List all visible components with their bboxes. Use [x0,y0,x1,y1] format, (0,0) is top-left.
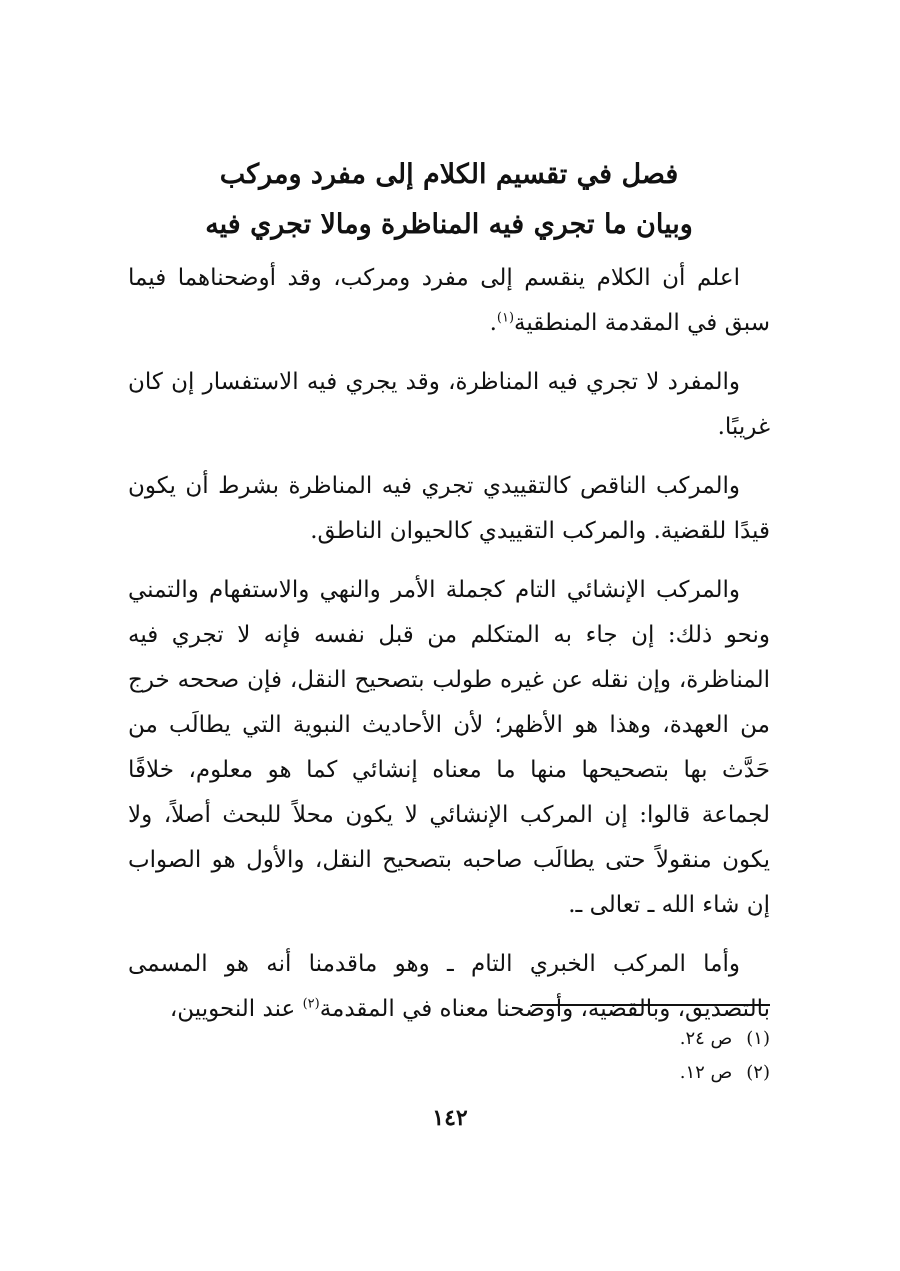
footnote-number: (٢) [746,1062,770,1083]
paragraph-text-tail: عند النحويين، [169,996,303,1022]
heading-line-1: فصل في تقسيم الكلام إلى مفرد ومركب [219,159,679,190]
paragraph-text: والمركب الناقص كالتقييدي تجري فيه المناظرة بشرط أن يكون قيدًا للقضية. والمركب التقييدي كالحيوان الناطق. [128,473,770,544]
footnote-separator [532,1004,770,1006]
paragraph-2 [128,360,770,450]
footnote-text: ص ٢٤. [679,1028,733,1049]
footnote-1 [370,1022,770,1056]
footnotes [370,1022,770,1090]
footnote-number: (١) [746,1028,770,1049]
paragraph-5 [128,942,770,1032]
footnote-ref-2: (٢) [302,996,320,1012]
paragraph-text: اعلم أن الكلام ينقسم إلى مفرد ومركب، وقد أوضحناهما فيما سبق في المقدمة المنطقية [128,265,770,336]
footnote-text: ص ١٢. [679,1062,733,1083]
page-content [128,150,770,1046]
footnote-2 [370,1056,770,1090]
page-number: ١٤٢ [432,1105,468,1131]
paragraph-text: والمركب الإنشائي التام كجملة الأمر والنهي والاستفهام والتمني ونحو ذلك: إن جاء به المتكلم من قبل نفسه فإنه لا تجري فيه المناظرة، وإن نقله عن غيره طولب بتصحيح النقل، فإن صححه خرج من العهدة، وهذا هو الأظهر؛ لأن الأحاديث النبوية التي يطالَب من حَدَّث بها بتصحيحها منها ما معناه إنشائي كما هو معلوم، خلافًا لجماعة قالوا: إن المركب الإنشائي لا يكون محلاً للبحث أصلاً، ولا يكون منقولاً حتى يطالَب صاحبه بتصحيح النقل، والأول هو الصواب إن شاء الله ـ تعالى ـ. [128,577,770,918]
paragraph-text: والمفرد لا تجري فيه المناظرة، وقد يجري فيه الاستفسار إن كان غريبًا. [128,369,770,440]
paragraph-3 [128,464,770,554]
paragraph-1 [128,256,770,346]
paragraph-4 [128,568,770,928]
paragraph-text: وأما المركب الخبري التام ـ وهو ماقدمنا أنه هو المسمى بالتصديق، وبالقضية، وأوضحنا معناه في المقدمة [128,951,770,1022]
paragraph-text-tail: . [489,310,497,336]
chapter-heading [128,150,770,250]
heading-line-2: وبيان ما تجري فيه المناظرة ومالا تجري فيه [205,209,693,240]
footnote-ref-1: (١) [496,310,515,326]
